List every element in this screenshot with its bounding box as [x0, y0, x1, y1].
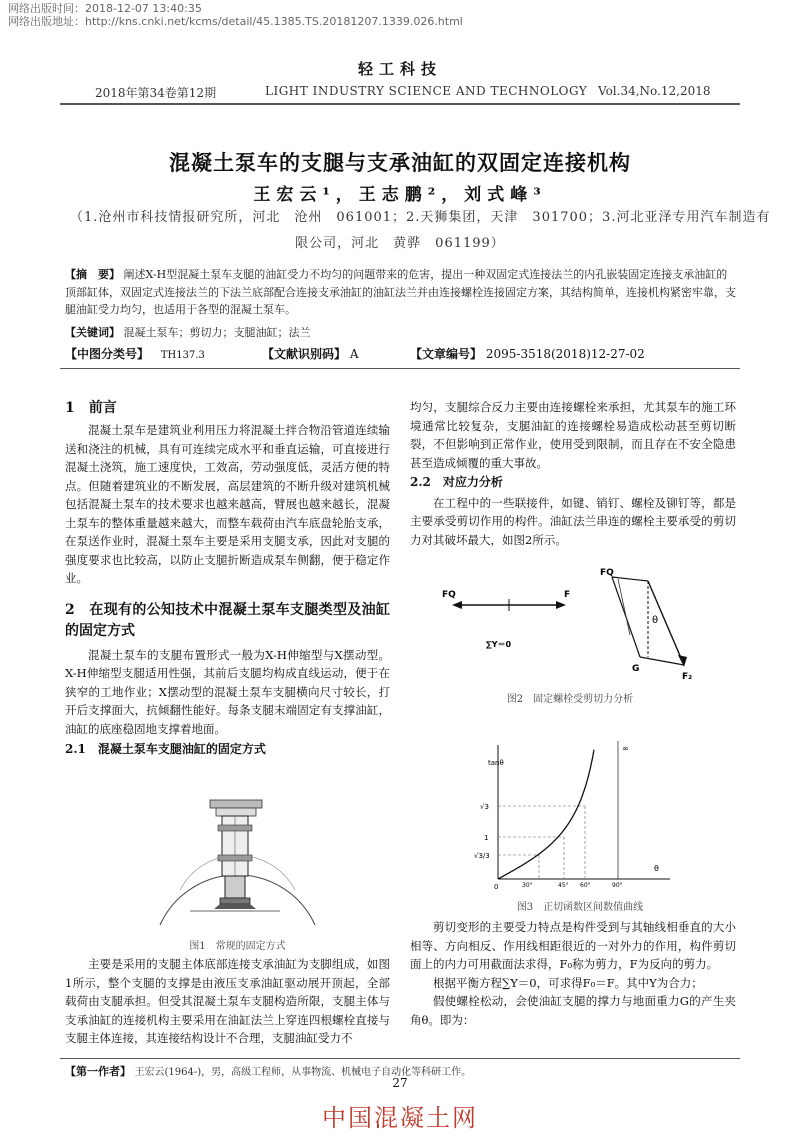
- page-number: 27: [392, 1076, 408, 1090]
- affiliation-line-1: （1.沧州市科技情报研究所，河北 沧州 061001；2.天狮集团，天津 301700；3.河北亚泽专用汽车制造有: [70, 210, 771, 225]
- section-2-heading: 2 在现有的公知技术中混凝土泵车支腿类型及油缸的固定方式: [65, 601, 390, 639]
- figure-1-drawing: [150, 785, 325, 930]
- article-number-label: 【文章编号】: [410, 347, 483, 361]
- fig2-label-f-right: F: [564, 590, 571, 600]
- fig2-label-fq-top: FQ: [600, 568, 614, 578]
- fig2-label-sum: ∑Y＝0: [486, 640, 512, 649]
- clc-label: 【中图分类号】: [65, 347, 150, 361]
- site-watermark: 中国混凝土网: [322, 1104, 478, 1132]
- right-paragraph-2: 在工程中的一些联接件，如键、销钉、螺栓及铆钉等，都是主要承受剪切作用的构件。油缸法兰串连的螺栓主要承受的剪切力对其破坏最大，如图2所示。: [410, 495, 736, 547]
- figure-1-caption: 图1 常规的固定方式: [189, 941, 286, 952]
- right-paragraph-4: 根据平衡方程∑Y＝0，可求得F₀＝F。其中Y为合力；: [433, 975, 703, 990]
- fig2-arrow-left: [452, 601, 462, 609]
- fig3-ylabel: tanθ: [488, 759, 504, 767]
- section-1-paragraph: 混凝土泵车是建筑业利用压力将混凝土拌合物沿管道连续输送和浇注的机械，具有可连续完成水平和垂直运输，可直接进行混凝土浇筑，施工速度快，工效高，劳动强度低，灵活方便的特点。但随着建筑业的不断发展，高层建筑的不断升级对建筑机械包括混凝土泵车的技术要求也越来越高，臂展也越来越长，混凝土泵车的整体重量越来越大，而整车载荷由汽车底盘轮胎支承，在泵送作业时，混凝土泵车主要是采用支腿支承，因此对支腿的强度要求也比较高，以防止支腿折断造成泵车侧翻，便于稳定作业。: [65, 423, 390, 585]
- right-column-bottom: [410, 918, 736, 1029]
- section-2-1-heading: 2.1 混凝土泵车支腿油缸的固定方式: [65, 742, 266, 756]
- fig2-label-g: G: [632, 664, 640, 674]
- web-publish-time: 网络出版时间：2018-12-07 13:40:35: [8, 2, 202, 15]
- figure-3-caption: 图3 正切函数区间数值曲线: [516, 902, 644, 913]
- author-footnote-text: 王宏云(1964-)，男，高级工程师，从事物流、机械电子自动化等科研工作。: [134, 1067, 472, 1078]
- article-number-value: 2095-3518(2018)12-27-02: [485, 347, 645, 361]
- fig3-tick-frac: √3/3: [474, 852, 490, 860]
- figure-2-diagram: [440, 565, 700, 685]
- fig3-tick-45: 45°: [558, 882, 569, 889]
- left-paragraph-3: 主要是采用的支腿主体底部连接支承油缸为支脚组成，如图1所示，整个支腿的支撑是由液压支承油缸驱动展开顶起，全部载荷由支腿承担。但受其混凝土泵车支腿构造所限，支腿主体与支承油缸的连接机构主要采用在油缸法兰上穿连四根螺栓直接与支腿主体连接，其连接结构设计不合理，支腿油缸受力不: [65, 957, 390, 1045]
- fig3-tick-90: 90°: [612, 882, 623, 889]
- article-title: 混凝土泵车的支腿与支承油缸的双固定连接机构: [169, 150, 631, 175]
- section-2-paragraph: 混凝土泵车的支腿布置形式一般为X-H伸缩型与X摆动型。X-H伸缩型支腿适用性强，其前后支腿均构成直线运动，便于在狭窄的工地作业；X摆动型的混凝土泵车支腿横向尺寸较长，打开后支撑面大，抗倾翻性能好。每条支腿末端固定有支撑油缸，油缸的底座稳固地支撑着地面。: [65, 647, 390, 736]
- fig2-arrow-right: [556, 601, 566, 609]
- doc-code-label: 【文献识别码】: [262, 347, 347, 361]
- left-column-bottom: [65, 955, 390, 1048]
- fig3-tangent-curve: [498, 750, 594, 879]
- article-authors: 王宏云¹，王志鹏²，刘式峰³: [253, 185, 547, 205]
- author-footnote-label: 【第一作者】: [65, 1065, 131, 1078]
- right-paragraph-3: 剪切变形的主要受力特点是构件受到与其轴线相垂直的大小相等、方向相反、作用线相距很近的一对外力的作用，构件剪切面上的内力可用截面法求得，F₀称为剪力，F为反向的剪力。: [410, 920, 736, 971]
- issue-en: Vol.34,No.12,2018: [598, 84, 711, 98]
- left-column-top: [65, 398, 390, 759]
- right-paragraph-5: 假使螺栓松动，会使油缸支腿的撑力与地面重力G的产生夹角θ。即为：: [410, 994, 736, 1027]
- journal-name: 轻工科技: [357, 60, 442, 78]
- fig3-tick-60: 60°: [580, 882, 591, 889]
- keywords-text: 混凝土泵车；剪切力；支腿油缸；法兰: [123, 326, 311, 339]
- fig2-label-fq-left: FQ: [442, 590, 456, 600]
- right-column-top: [410, 398, 736, 549]
- keywords: [65, 324, 311, 342]
- header-rule: [60, 103, 740, 105]
- clc-number: [65, 345, 205, 362]
- abstract-text: 阐述X-H型混凝土泵车支腿的油缸受力不均匀的问题带来的危害，提出一种双固定式连接法兰的内孔嵌装固定连接支承油缸的顶部缸体，双固定式连接法兰的下法兰底部配合连接支承油缸的油缸法兰并由连接螺栓连接固定方案，其结构简单，连接机构紧密牢靠，支腿油缸受力均匀，也适用于各型的混凝土泵车。: [65, 268, 736, 316]
- fig2-label-theta: θ: [652, 615, 659, 626]
- affiliation-line-2: 限公司，河北 黄骅 061199）: [295, 236, 505, 251]
- footnote-rule: [60, 1058, 740, 1059]
- section-1-heading: 1 前言: [65, 400, 117, 416]
- fig3-origin: 0: [494, 883, 499, 891]
- abstract-rule: [60, 368, 740, 369]
- abstract-label: 【摘 要】: [65, 268, 120, 281]
- right-paragraph-1: 均匀，支腿综合反力主要由连接螺栓来承担，尤其泵车的施工环境通常比较复杂，支腿油缸的连接螺栓易造成松动甚至剪切断裂，不但影响到正常作业，使用受到限制，而且存在不安全隐患甚至造成倾覆的重大事故。: [410, 400, 736, 470]
- abstract: [65, 266, 737, 319]
- figure-3-graph: [470, 735, 690, 895]
- fig3-xlabel: θ: [654, 864, 659, 873]
- fig3-tick-one: 1: [484, 834, 489, 842]
- keywords-label: 【关键词】: [65, 326, 120, 339]
- journal-en: LIGHT INDUSTRY SCIENCE AND TECHNOLOGY: [265, 84, 588, 98]
- fig3-infinity: ∞: [622, 744, 629, 753]
- doc-code: [262, 345, 359, 362]
- section-2-2-heading: 2.2 对应力分析: [410, 475, 503, 489]
- fig3-tick-30: 30°: [522, 882, 533, 889]
- clc-value: TH137.3: [160, 350, 205, 361]
- doc-code-value: A: [349, 347, 359, 361]
- figure-2-caption: 图2 固定螺栓受剪切力分析: [506, 694, 634, 705]
- fig3-tick-sqrt3: √3: [480, 803, 489, 811]
- article-number: [410, 345, 645, 362]
- fig2-label-f2: F₂: [682, 672, 693, 682]
- web-publish-address[interactable]: 网络出版地址：http://kns.cnki.net/kcms/detail/45.1385.TS.20181207.1339.026.html: [8, 15, 463, 28]
- issue-cn: 2018年第34卷第12期: [95, 86, 217, 100]
